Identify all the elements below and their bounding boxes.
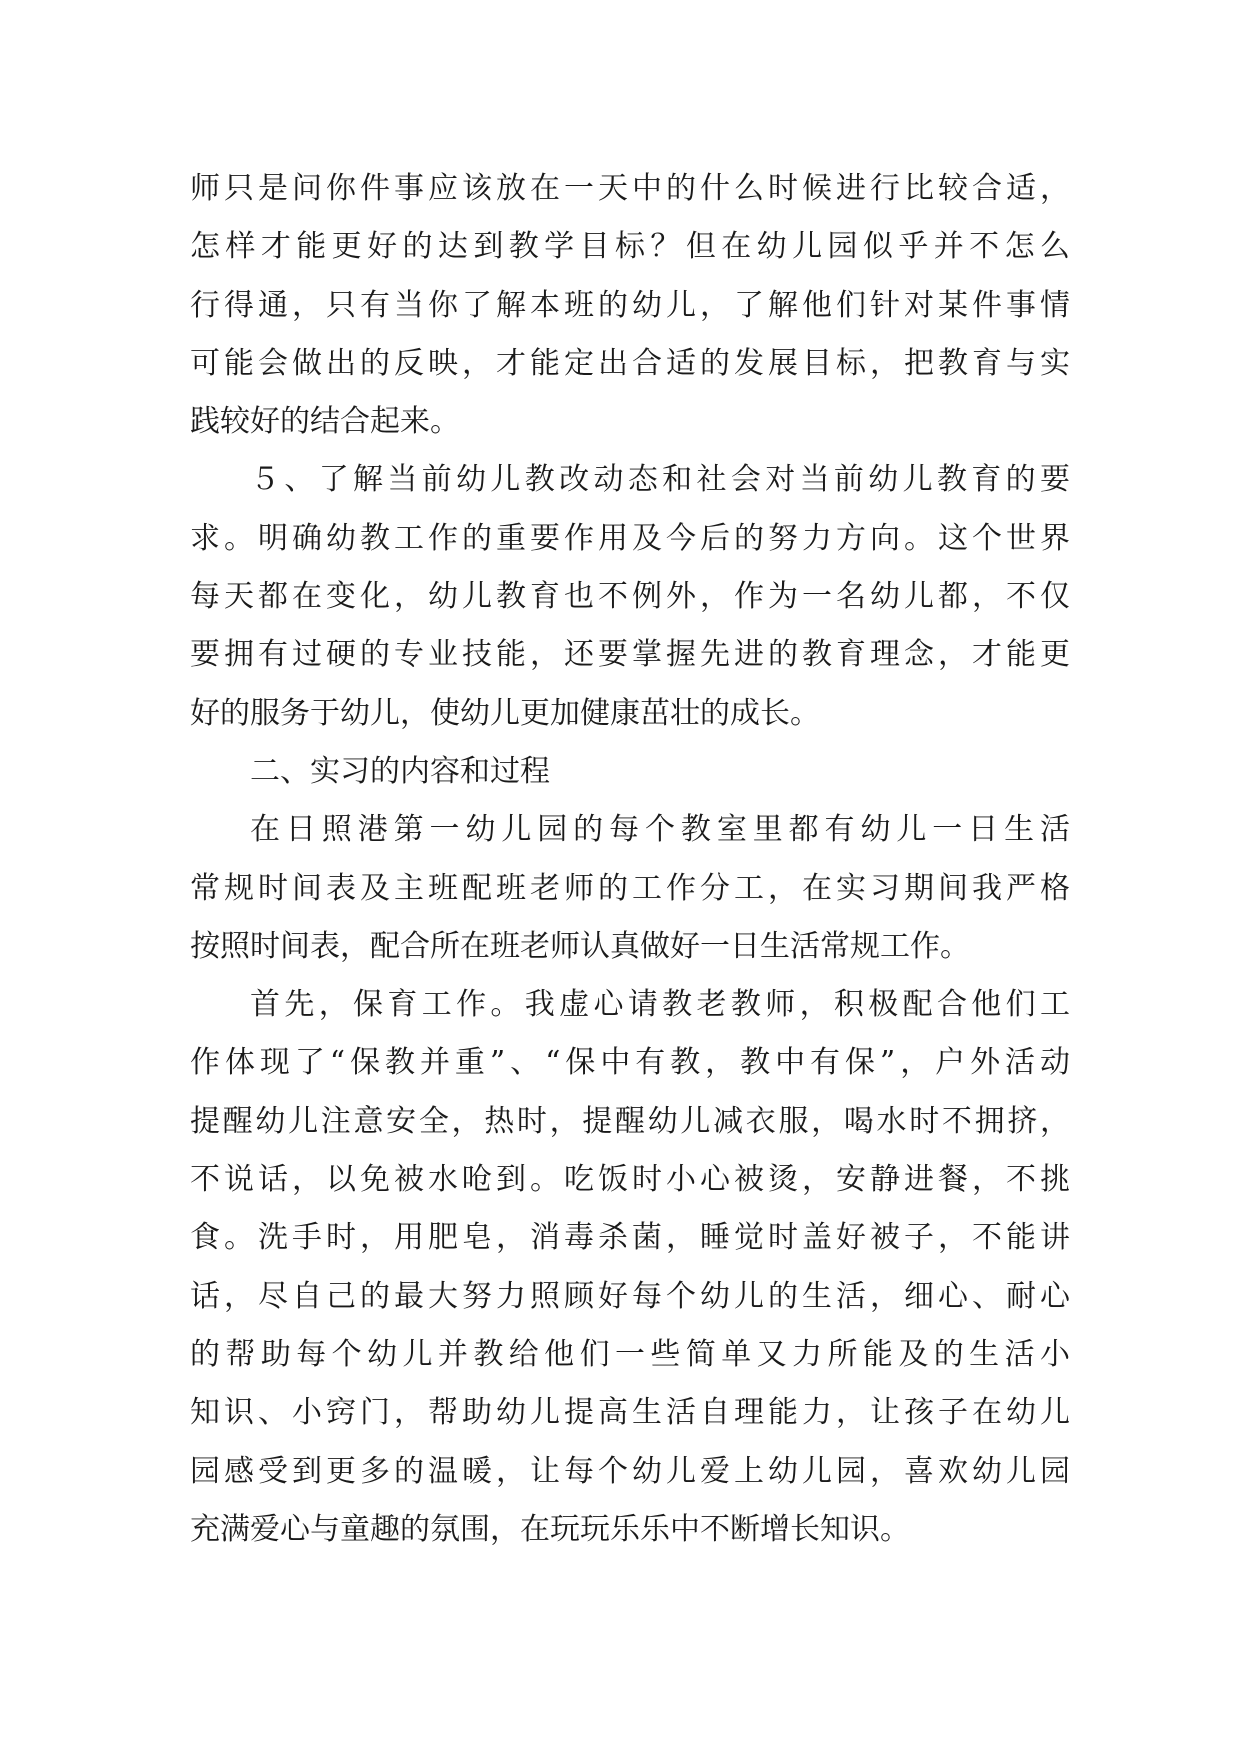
text-line: 每天都在变化，幼儿教育也不例外，作为一名幼儿都，不仅 bbox=[190, 579, 1070, 615]
text-line: 食。洗手时，用肥皂，消毒杀菌，睡觉时盖好被子，不能讲 bbox=[190, 1220, 1070, 1256]
text-line: 二、实习的内容和过程 bbox=[250, 753, 550, 789]
text-line: 可能会做出的反映，才能定出合适的发展目标，把教育与实 bbox=[190, 345, 1070, 381]
text-line: 求。明确幼教工作的重要作用及今后的努力方向。这个世界 bbox=[190, 520, 1070, 556]
text-line: 在日照港第一幼儿园的每个教室里都有幼儿一日生活 bbox=[250, 812, 1070, 848]
text-line: 知识、小窍门，帮助幼儿提高生活自理能力，让孩子在幼儿 bbox=[190, 1395, 1070, 1431]
text-line: 不说话，以免被水呛到。吃饭时小心被烫，安静进餐，不挑 bbox=[190, 1162, 1070, 1198]
text-line: ５、了解当前幼儿教改动态和社会对当前幼儿教育的要 bbox=[250, 462, 1070, 498]
text-line: 的帮助每个幼儿并教给他们一些简单又力所能及的生活小 bbox=[190, 1336, 1070, 1372]
text-line: 首先，保育工作。我虚心请教老教师，积极配合他们工 bbox=[250, 987, 1070, 1023]
text-line: 要拥有过硬的专业技能，还要掌握先进的教育理念，才能更 bbox=[190, 637, 1070, 673]
text-line: 作体现了“保教并重”、“保中有教，教中有保”，户外活动 bbox=[190, 1045, 1070, 1081]
text-line: 常规时间表及主班配班老师的工作分工，在实习期间我严格 bbox=[190, 870, 1070, 906]
text-line: 话，尽自己的最大努力照顾好每个幼儿的生活，细心、耐心 bbox=[190, 1278, 1070, 1314]
text-line: 园感受到更多的温暖，让每个幼儿爱上幼儿园，喜欢幼儿园 bbox=[190, 1453, 1070, 1489]
text-line: 怎样才能更好的达到教学目标？但在幼儿园似乎并不怎么 bbox=[190, 229, 1070, 265]
text-line: 提醒幼儿注意安全，热时，提醒幼儿减衣服，喝水时不拥挤， bbox=[190, 1103, 1070, 1139]
text-line: 践较好的结合起来。 bbox=[190, 404, 460, 440]
text-line: 好的服务于幼儿，使幼儿更加健康茁壮的成长。 bbox=[190, 695, 820, 731]
text-line: 师只是问你件事应该放在一天中的什么时候进行比较合适， bbox=[190, 171, 1070, 206]
text-line: 行得通，只有当你了解本班的幼儿，了解他们针对某件事情 bbox=[190, 287, 1070, 323]
document-body bbox=[190, 160, 1070, 1559]
text-line: 充满爱心与童趣的氛围，在玩玩乐乐中不断增长知识。 bbox=[190, 1511, 910, 1547]
text-line: 按照时间表，配合所在班老师认真做好一日生活常规工作。 bbox=[190, 928, 970, 964]
